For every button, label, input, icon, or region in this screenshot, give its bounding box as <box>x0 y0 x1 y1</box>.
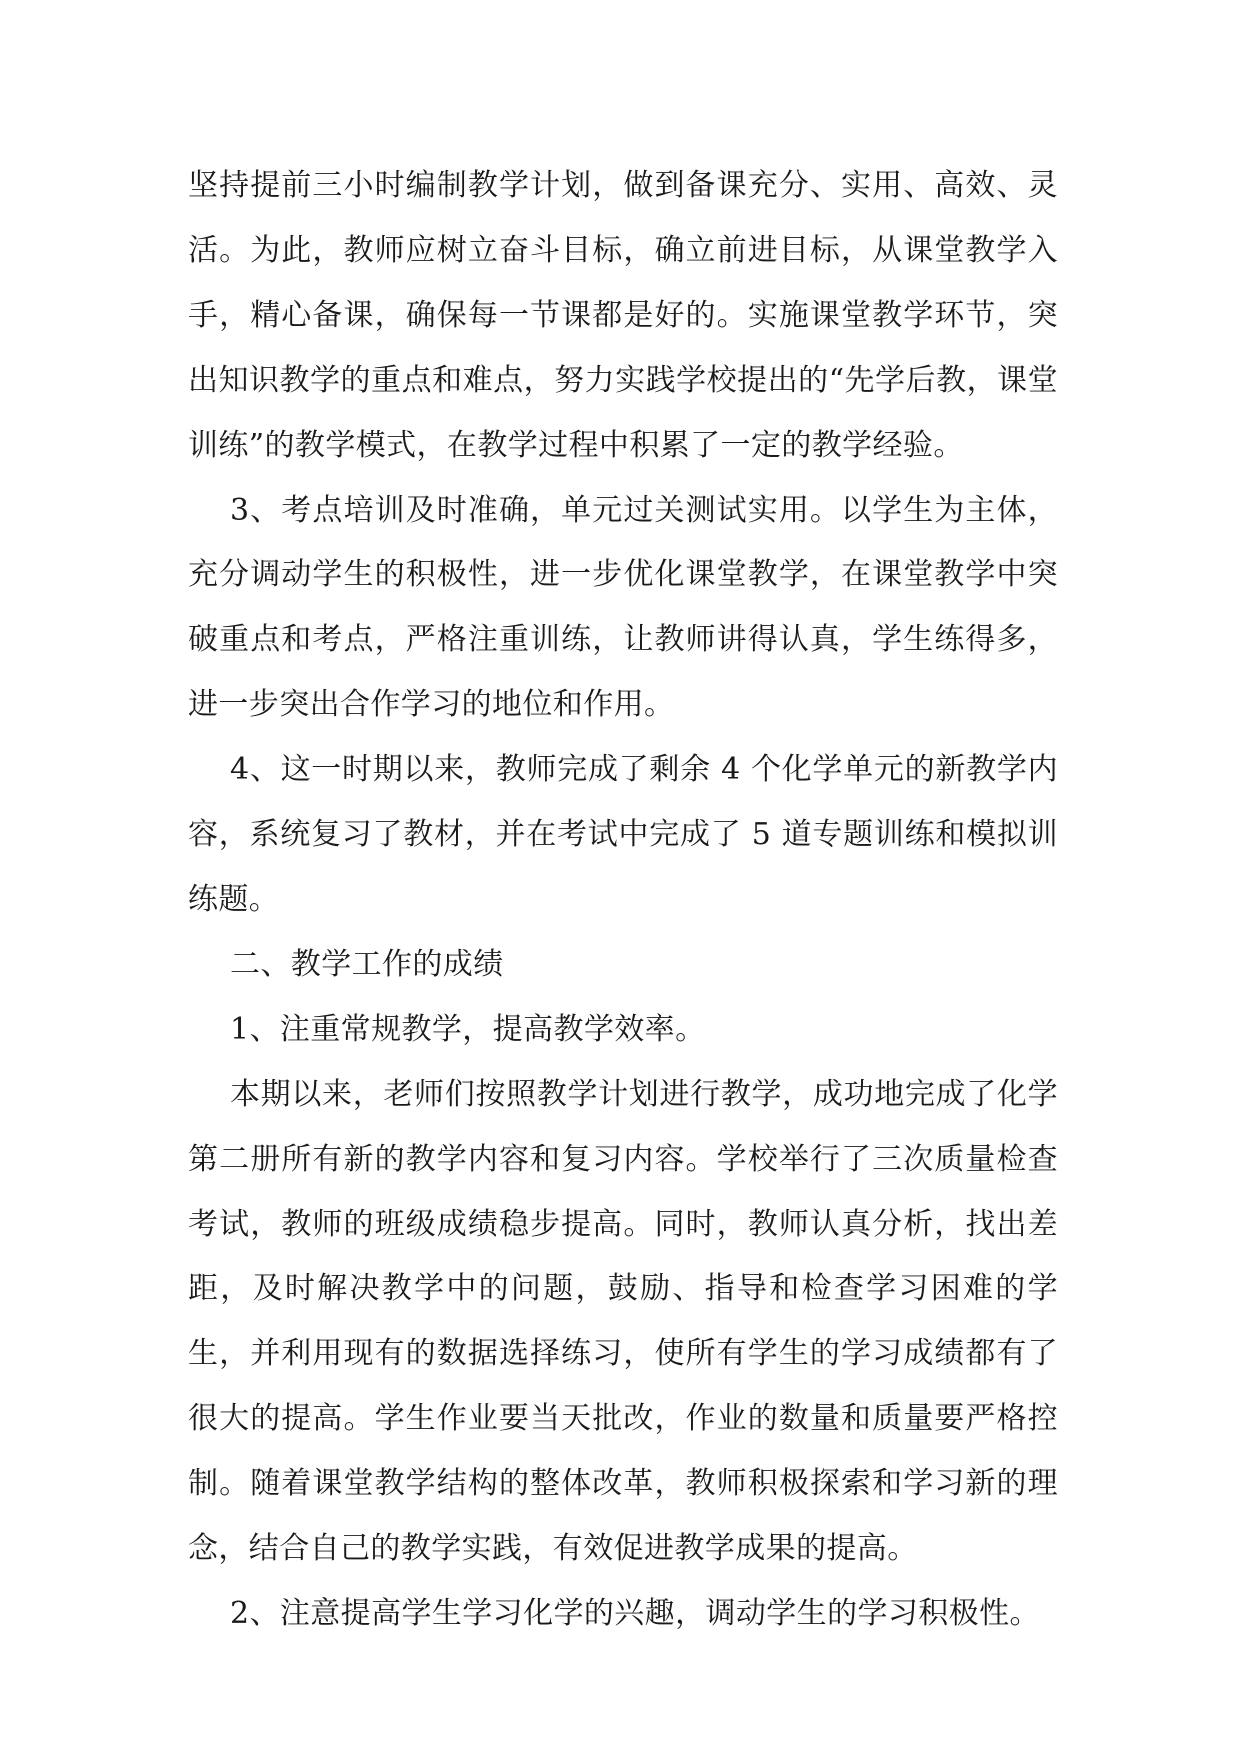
section-heading-achievements: 二、教学工作的成绩 <box>230 946 504 982</box>
paragraph-item-4-units-completed: 4、这一时期以来，教师完成了剩余 4 个化学单元的新教学内容，系统复习了教材，并在考试中完成了 5 道专题训练和模拟训练题。 <box>188 752 1058 917</box>
paragraph-item-3-exam-training: 3、考点培训及时准确，单元过关测试实用。以学生为主体，充分调动学生的积极性，进一步优化课堂教学，在课堂教学中突破重点和考点，严格注重训练，让教师讲得认真，学生练得多，进一步突出合作学习的地位和作用。 <box>188 492 1058 723</box>
paragraph-teaching-plan: 坚持提前三小时编制教学计划，做到备课充分、实用、高效、灵活。为此，教师应树立奋斗目标，确立前进目标，从课堂教学入手，精心备课，确保每一节课都是好的。实施课堂教学环节，突出知识教学的重点和难点，努力实践学校提出的“先学后教，课堂训练”的教学模式，在教学过程中积累了一定的教学经验。 <box>188 168 1058 463</box>
paragraph-semester-results: 本期以来，老师们按照教学计划进行教学，成功地完成了化学第二册所有新的教学内容和复习内容。学校举行了三次质量检查考试，教师的班级成绩稳步提高。同时，教师认真分析，找出差距，及时解决教学中的问题，鼓励、指导和检查学习困难的学生，并利用现有的数据选择练习，使所有学生的学习成绩都有了很大的提高。学生作业要当天批改，作业的数量和质量要严格控制。随着课堂教学结构的整体改革，教师积极探索和学习新的理念，结合自己的教学实践，有效促进教学成果的提高。 <box>188 1076 1058 1567</box>
subheading-item-1-routine-teaching: 1、注重常规教学，提高教学效率。 <box>230 1011 706 1047</box>
document-body <box>188 154 1058 1647</box>
subheading-item-2-student-interest: 2、注意提高学生学习化学的兴趣，调动学生的学习积极性。 <box>230 1595 1040 1631</box>
